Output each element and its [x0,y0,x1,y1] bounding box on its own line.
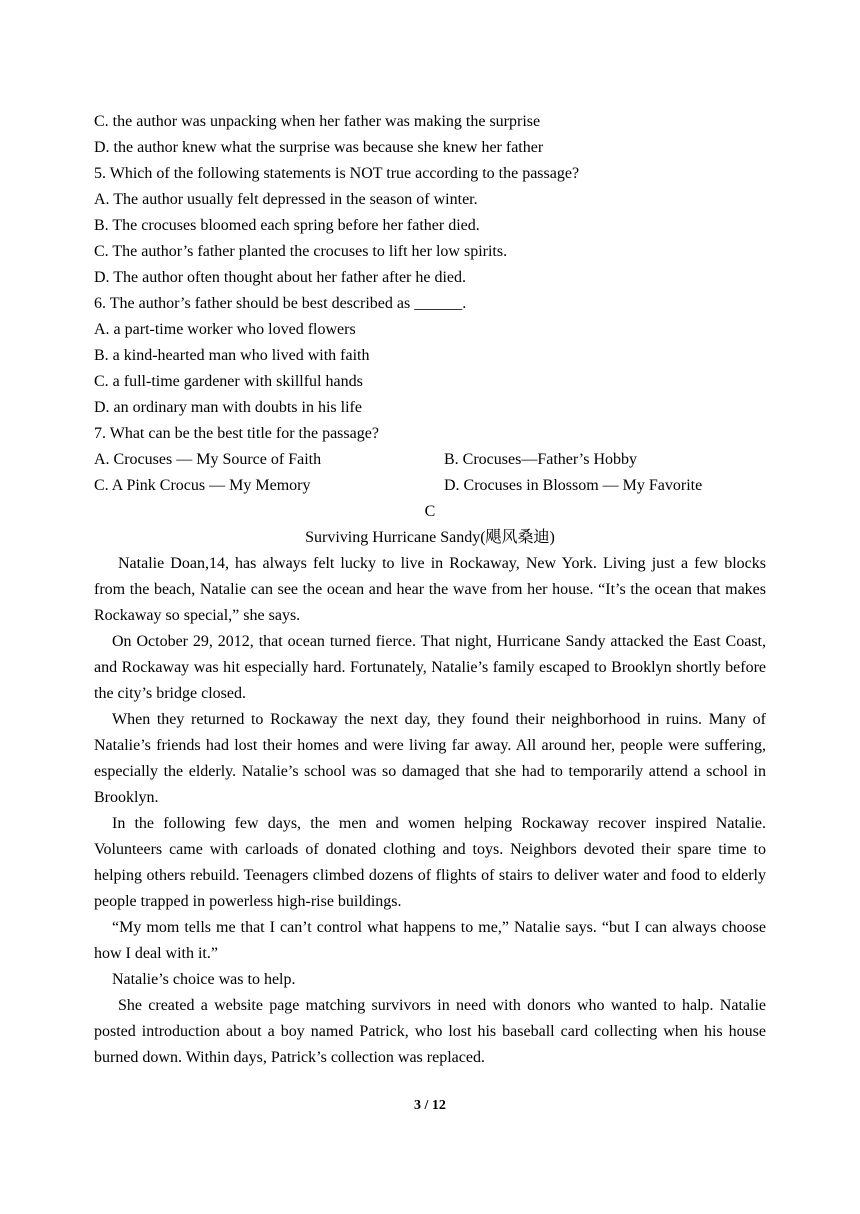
document-page [94,109,766,1071]
page-number: 3 / 12 [414,1098,446,1113]
passage-paragraph: Natalie’s choice was to help. [112,971,296,988]
q7-option-a: A. Crocuses — My Source of Faith [94,451,322,468]
passage-paragraph: Natalie Doan,14, has always felt lucky to live in Rockaway, New York. Living just a few blocks from the beach, Natalie can see the ocean and hear the wave from her house. “It’s the ocean that makes Rockaway so special,” she says. [94,555,766,624]
q5-option-d: D. The author often thought about her father after he died. [94,269,467,286]
passage-paragraph: On October 29, 2012, that ocean turned fierce. That night, Hurricane Sandy attacked the East Coast, and Rockaway was hit especially hard. Fortunately, Natalie’s family escaped to Brooklyn shortly before the city’s bridge closed. [94,633,766,702]
q7-options-row-1 [94,447,766,473]
passage-body [94,551,766,1071]
passage-paragraph: She created a website page matching survivors in need with donors who wanted to halp. Natalie posted introduction about a boy named Patrick, who lost his baseball card collecting when his house burned down. Within days, Patrick’s collection was replaced. [94,997,766,1066]
q6-option-c: C. a full-time gardener with skillful hands [94,373,363,390]
passage-title: Surviving Hurricane Sandy(飓风桑迪) [305,529,555,546]
q5-option-b: B. The crocuses bloomed each spring before her father died. [94,217,480,234]
q7-option-d: D. Crocuses in Blossom — My Favorite [444,477,703,494]
q7-option-c: C. A Pink Crocus — My Memory [94,477,311,494]
section-letter: C [424,503,436,520]
q4-option-c: C. the author was unpacking when her father was making the surprise [94,113,541,130]
q5-question: 5. Which of the following statements is NOT true according to the passage? [94,165,580,182]
q6-question: 6. The author’s father should be best described as ______. [94,295,467,312]
passage-paragraph: In the following few days, the men and women helping Rockaway recover inspired Natalie. Volunteers came with carloads of donated clothing and toys. Neighbors devoted their spare time to helping others rebuild. Teenagers climbed dozens of flights of stairs to deliver water and food to elderly people trapped in powerless high-rise buildings. [94,815,766,910]
q6-option-a: A. a part-time worker who loved flowers [94,321,356,338]
q7-option-b: B. Crocuses—Father’s Hobby [444,451,638,468]
q5-option-c: C. The author’s father planted the crocuses to lift her low spirits. [94,243,508,260]
passage-paragraph: When they returned to Rockaway the next day, they found their neighborhood in ruins. Many of Natalie’s friends had lost their homes and were living far away. All around her, people were suffering, especially the elderly. Natalie’s school was so damaged that she had to temporarily attend a school in Brooklyn. [94,711,766,806]
q5-option-a: A. The author usually felt depressed in the season of winter. [94,191,478,208]
q6-option-b: B. a kind-hearted man who lived with faith [94,347,370,364]
passage-paragraph: “My mom tells me that I can’t control what happens to me,” Natalie says. “but I can always choose how I deal with it.” [94,919,766,962]
q7-question: 7. What can be the best title for the passage? [94,425,379,442]
q7-options-row-2 [94,473,766,499]
q6-option-d: D. an ordinary man with doubts in his life [94,399,362,416]
q4-option-d: D. the author knew what the surprise was because she knew her father [94,139,544,156]
